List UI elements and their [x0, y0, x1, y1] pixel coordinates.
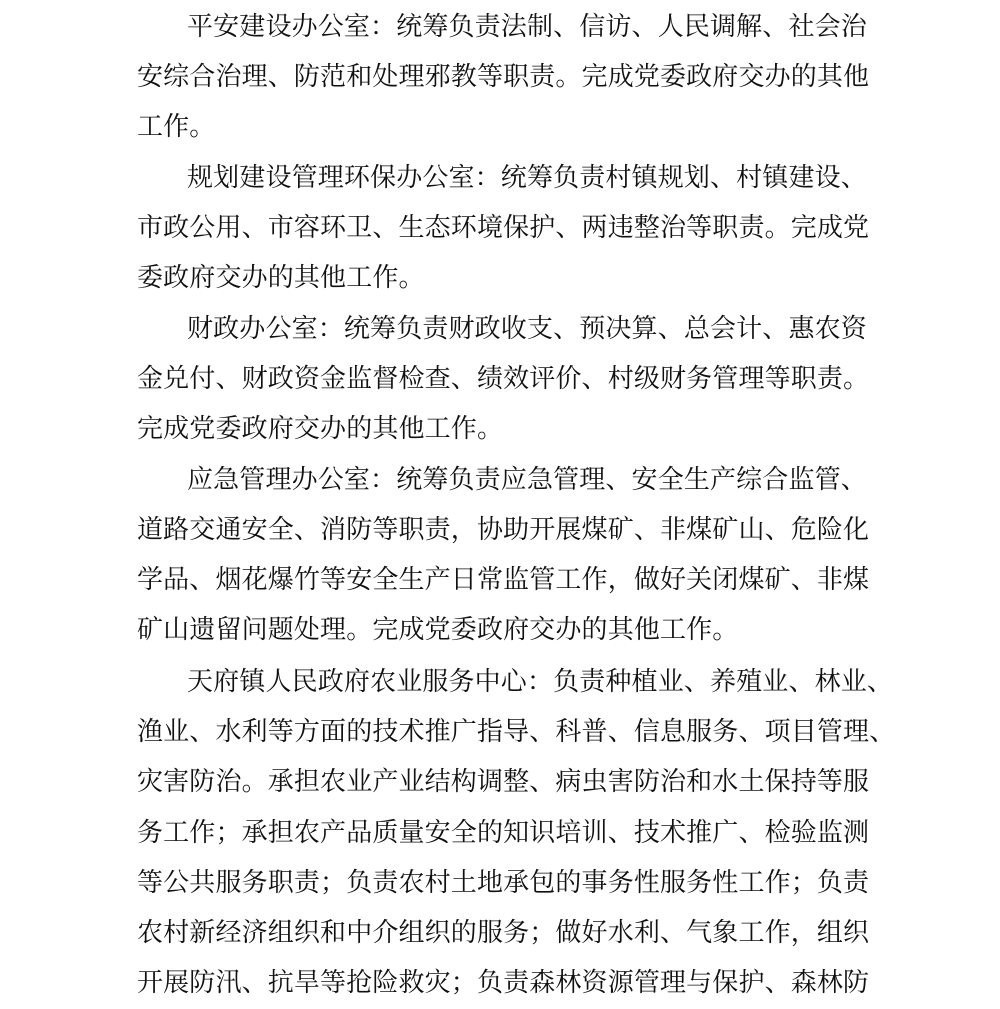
- paragraph-planning-office-line-1: 规划建设管理环保办公室：统筹负责村镇规划、村镇建设、: [187, 163, 867, 193]
- paragraph-safety-office-line-2: 安综合治理、防范和处理邪教等职责。完成党委政府交办的其他: [137, 62, 870, 92]
- paragraph-agriculture-center-line-1: 天府镇人民政府农业服务中心：负责种植业、养殖业、林业、: [187, 667, 894, 697]
- paragraph-planning-office-line-2: 市政公用、市容环卫、生态环境保护、两违整治等职责。完成党: [137, 213, 870, 243]
- paragraph-emergency-office-line-1: 应急管理办公室：统筹负责应急管理、安全生产综合监管、: [187, 465, 867, 495]
- paragraph-agriculture-center-line-7: 开展防汛、抗旱等抢险救灾；负责森林资源管理与保护、森林防: [137, 968, 870, 998]
- paragraph-emergency-office-line-3: 学品、烟花爆竹等安全生产日常监管工作，做好关闭煤矿、非煤: [137, 565, 870, 595]
- paragraph-finance-office-line-1: 财政办公室：统筹负责财政收支、预决算、总会计、惠农资: [187, 314, 867, 344]
- paragraph-finance-office-line-3: 完成党委政府交办的其他工作。: [137, 414, 504, 444]
- paragraph-agriculture-center-line-3: 灾害防治。承担农业产业结构调整、病虫害防治和水土保持等服: [137, 767, 870, 797]
- paragraph-agriculture-center-line-2: 渔业、水利等方面的技术推广指导、科普、信息服务、项目管理、: [137, 717, 896, 747]
- paragraph-agriculture-center-line-5: 等公共服务职责；负责农村土地承包的事务性服务性工作；负责: [137, 868, 870, 898]
- paragraph-emergency-office-line-2: 道路交通安全、消防等职责，协助开展煤矿、非煤矿山、危险化: [137, 515, 870, 545]
- paragraph-planning-office-line-3: 委政府交办的其他工作。: [137, 263, 425, 293]
- paragraph-agriculture-center-line-6: 农村新经济组织和中介组织的服务；做好水利、气象工作，组织: [137, 918, 870, 948]
- paragraph-safety-office-line-3: 工作。: [137, 112, 216, 142]
- paragraph-safety-office-line-1: 平安建设办公室：统筹负责法制、信访、人民调解、社会治: [187, 12, 867, 42]
- paragraph-agriculture-center-line-4: 务工作；承担农产品质量安全的知识培训、技术推广、检验监测: [137, 818, 870, 848]
- paragraph-emergency-office-line-4: 矿山遗留问题处理。完成党委政府交办的其他工作。: [137, 615, 739, 645]
- paragraph-finance-office-line-2: 金兑付、财政资金监督检查、绩效评价、村级财务管理等职责。: [137, 364, 870, 394]
